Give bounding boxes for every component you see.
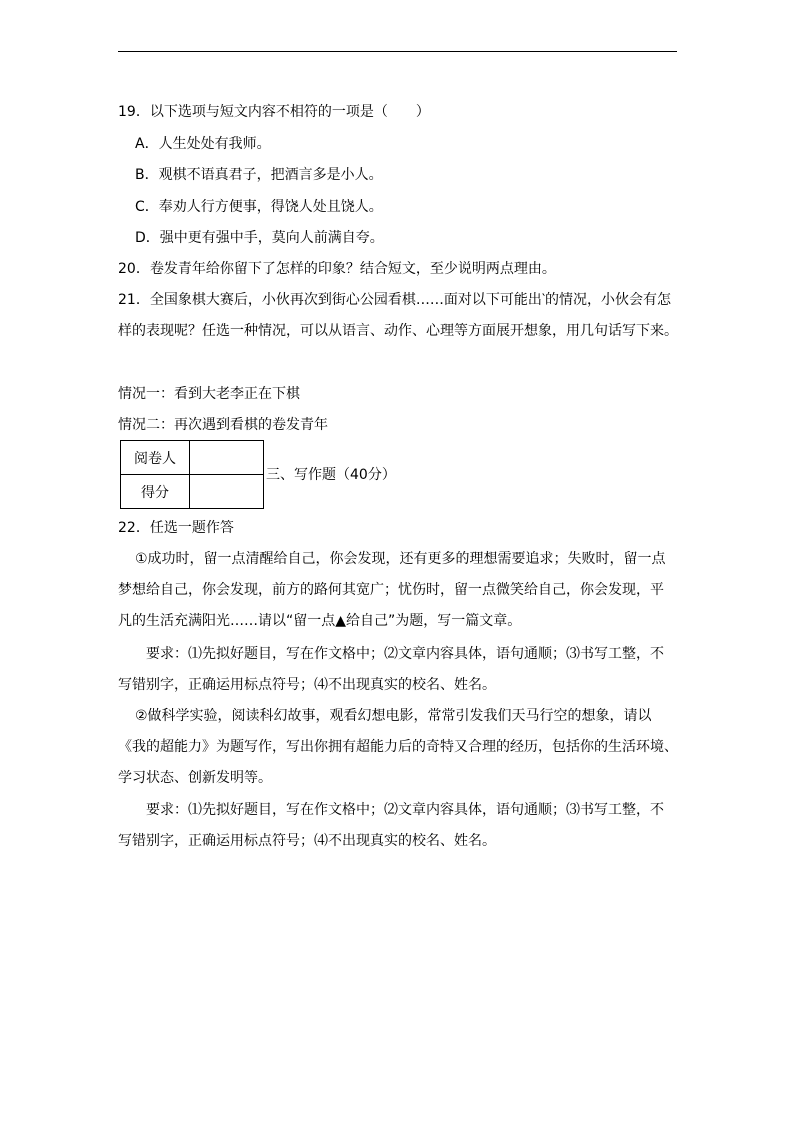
- q22-req2-line-1: 要求：⑴先拟好题目，写在作文格中；⑵文章内容具体，语句通顺；⑶书写工整，不: [146, 802, 664, 818]
- q21-line-1: 21．全国象棋大赛后，小伙再次到街心公园看棋……面对以下可能出‵的情况，小伙会有怎: [118, 292, 671, 308]
- q22-p2-line-3: 学习状态、创新发明等。: [118, 770, 272, 786]
- q22-p1-line-1: ①成功时，留一点清醒给自己，你会发现，还有更多的理想需要追求；失败时，留一点: [135, 551, 666, 567]
- q22-req1-line-2: 写错别字，正确运用标点符号；⑷不出现真实的校名、姓名。: [118, 677, 496, 693]
- q19-option-d: D．强中更有强中手，莫向人前满自夸。: [135, 230, 384, 246]
- q22-title: 22．任选一题作答: [118, 520, 234, 536]
- section-title: 三、写作题（40分）: [266, 467, 396, 483]
- q22-req1-line-1: 要求：⑴先拟好题目，写在作文格中；⑵文章内容具体，语句通顺；⑶书写工整，不: [146, 646, 664, 662]
- q22-p2-line-1: ②做科学实验，阅读科幻故事，观看幻想电影，常常引发我们天马行空的想象，请以: [135, 708, 652, 724]
- score-label: 得分: [121, 475, 190, 509]
- q22-p1-line-3: 凡的生活充满阳光……请以“留一点▲给自己”为题，写一篇文章。: [118, 613, 522, 629]
- q19-option-a: A．人生处处有我师。: [135, 136, 271, 152]
- q19-option-c: C．奉劝人行方便事，得饶人处且饶人。: [135, 199, 383, 215]
- header-rule: [118, 51, 677, 52]
- score-cell[interactable]: [190, 475, 264, 509]
- q22-p2-line-2: 《我的超能力》为题写作，写出你拥有超能力后的奇特又合理的经历，包括你的生活环境、: [118, 739, 678, 755]
- q21-case-1: 情况一：看到大老李正在下棋: [118, 386, 300, 402]
- q19-option-b: B．观棋不语真君子，把酒言多是小人。: [135, 167, 383, 183]
- q21-line-2: 样的表现呢？任选一种情况，可以从语言、动作、心理等方面展开想象，用几句话写下来。: [118, 323, 678, 339]
- reviewer-cell[interactable]: [190, 441, 264, 475]
- q20-text: 20．卷发青年给你留下了怎样的印象？结合短文，至少说明两点理由。: [118, 261, 556, 277]
- score-table: [120, 440, 264, 509]
- q22-p1-line-2: 梦想给自己，你会发现，前方的路何其宽广；忧伤时，留一点微笑给自己，你会发现，平: [118, 582, 664, 598]
- q19-stem: 19．以下选项与短文内容不相符的一项是（ ）: [118, 104, 430, 120]
- reviewer-label: 阅卷人: [121, 441, 190, 475]
- q21-case-2: 情况二：再次遇到看棋的卷发青年: [118, 417, 328, 433]
- q22-req2-line-2: 写错别字，正确运用标点符号；⑷不出现真实的校名、姓名。: [118, 833, 496, 849]
